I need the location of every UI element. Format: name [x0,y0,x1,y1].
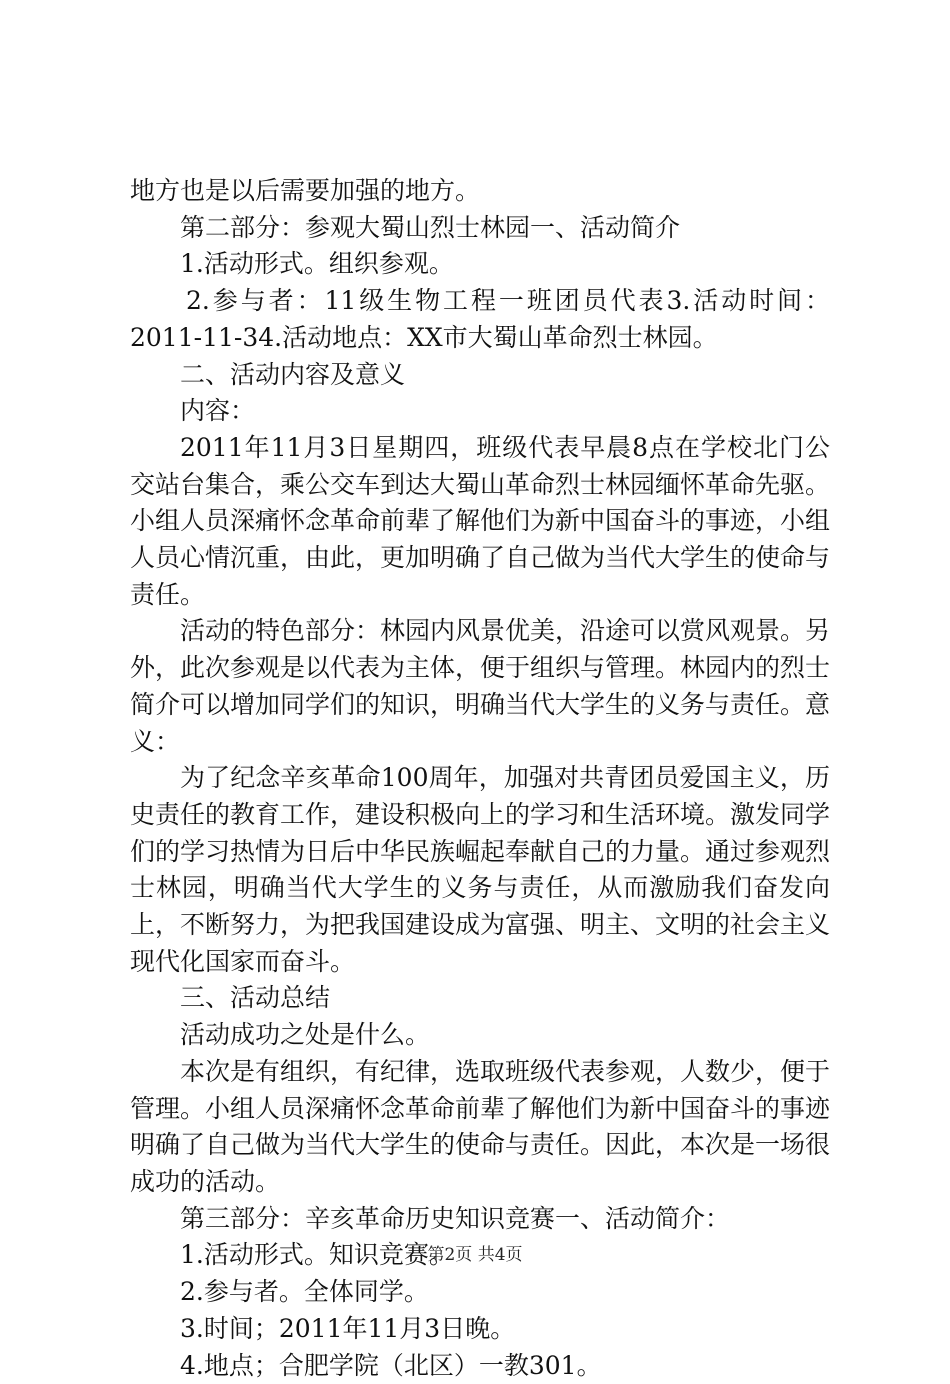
section-heading-summary: 三、活动总结 [130,980,830,1017]
paragraph-quiz-participants: 2.参与者。全体同学。 [130,1274,830,1311]
paragraph-success-question: 活动成功之处是什么。 [130,1017,830,1054]
paragraph-quiz-form: 1.活动形式。知识竞赛。 [130,1237,830,1274]
paragraph-meaning: 为了纪念辛亥革命100周年，加强对共青团员爱国主义，历史责任的教育工作，建设积极向上的学习和生活环境。激发同学们的学习热情为日后中华民族崛起奉献自己的力量。通过参观烈士林园，明确当代大学生的义务与责任，从而激励我们奋发向上，不断努力，为把我国建设成为富强、明主、文明的社会主义现代化国家而奋斗。 [130,760,830,980]
paragraph-activity-form: 1.活动形式。组织参观。 [130,246,830,283]
section-heading-part-two: 第二部分：参观大蜀山烈士林园一、活动简介 [130,210,830,247]
paragraph-success-body: 本次是有组织，有纪律，选取班级代表参观，人数少，便于管理。小组人员深痛怀念革命前辈了解他们为新中国奋斗的事迹明确了自己做为当代大学生的使命与责任。因此，本次是一场很成功的活动。 [130,1054,830,1201]
paragraph-continuation: 地方也是以后需要加强的地方。 [130,173,830,210]
paragraph-content-label: 内容： [130,393,830,430]
paragraph-participants-time-place: 2.参与者：11级生物工程一班团员代表3.活动时间：2011-11-34.活动地点：XX市大蜀山革命烈士林园。 [130,283,830,356]
paragraph-quiz-time: 3.时间；2011年11月3日晚。 [130,1311,830,1348]
section-heading-content-meaning: 二、活动内容及意义 [130,357,830,394]
page-number-footer: 第2页 共4页 [0,1244,950,1266]
paragraph-features: 活动的特色部分：林园内风景优美，沿途可以赏风观景。另外，此次参观是以代表为主体，便于组织与管理。林园内的烈士简介可以增加同学们的知识，明确当代大学生的义务与责任。意义： [130,613,830,760]
paragraph-quiz-place: 4.地点；合肥学院（北区）一教301。 [130,1348,830,1384]
document-body [130,173,830,1384]
section-heading-part-three: 第三部分：辛亥革命历史知识竞赛一、活动简介： [130,1201,830,1238]
paragraph-content-body: 2011年11月3日星期四，班级代表早晨8点在学校北门公交站台集合，乘公交车到达大蜀山革命烈士林园缅怀革命先驱。小组人员深痛怀念革命前辈了解他们为新中国奋斗的事迹，小组人员心情沉重，由此，更加明确了自己做为当代大学生的使命与责任。 [130,430,830,614]
